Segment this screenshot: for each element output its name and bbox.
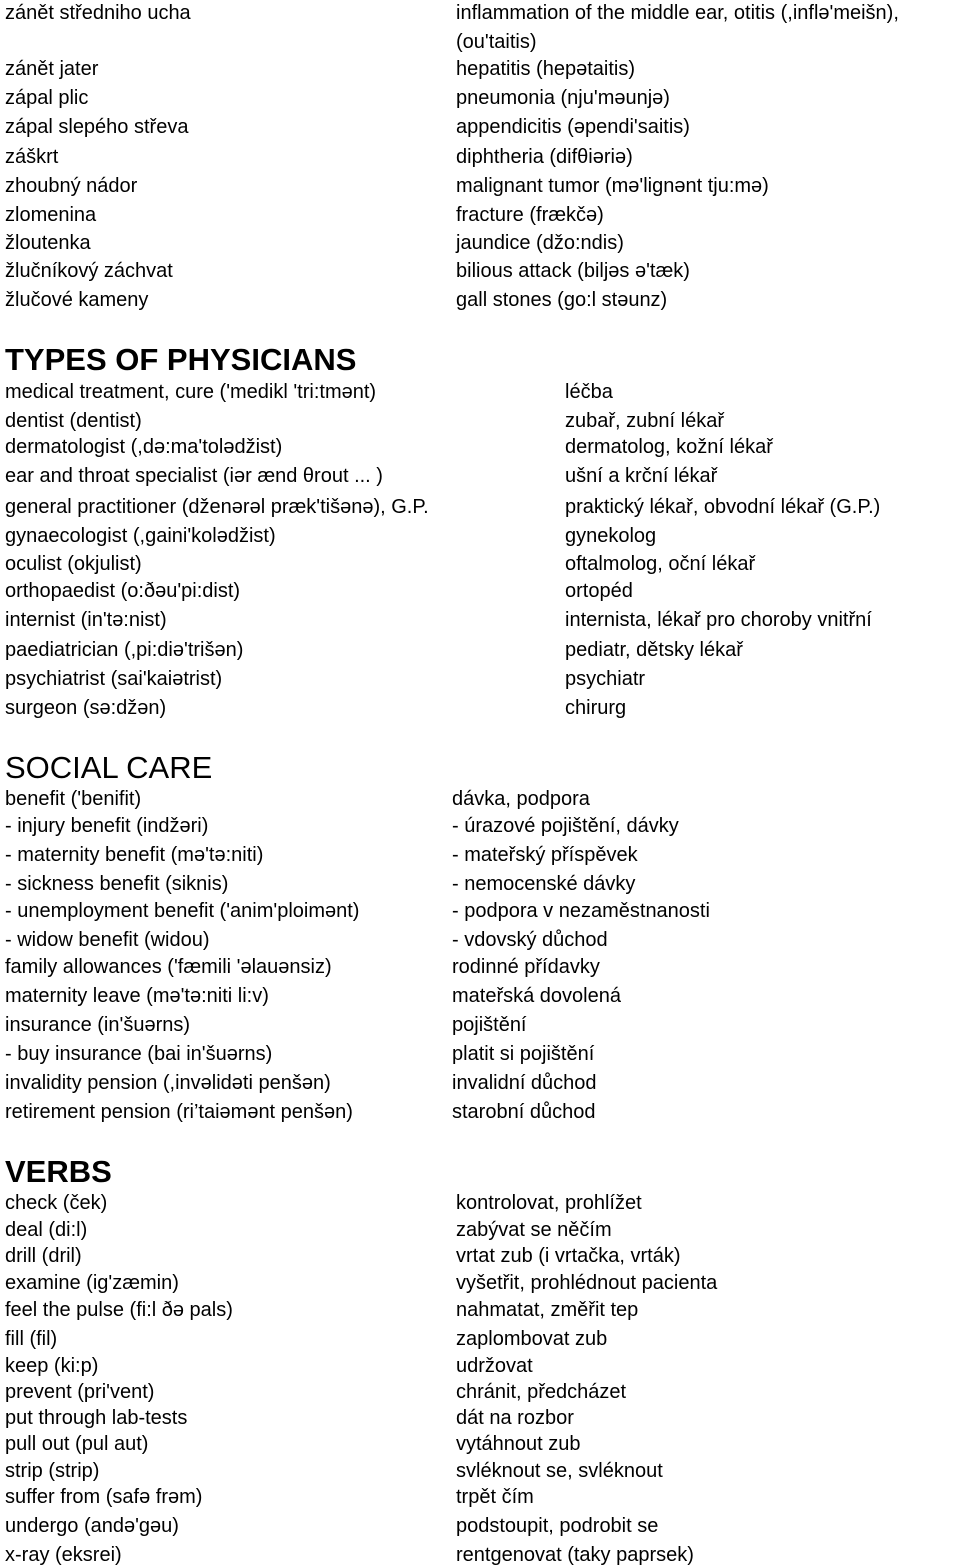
diseases-term-right: malignant tumor (mə'lignənt tju:mə) bbox=[456, 175, 769, 197]
physicians-term-right: psychiatr bbox=[565, 668, 646, 690]
social-term-left: benefit ('benifit) bbox=[5, 788, 142, 810]
social-term-left: - widow benefit (widou) bbox=[5, 929, 210, 951]
diseases-term-right: (ou'taitis) bbox=[456, 31, 537, 53]
physicians-term-right: gynekolog bbox=[565, 525, 657, 547]
physicians-term-left: psychiatrist (sai'kaiətrist) bbox=[5, 668, 223, 690]
physicians-term-right: dermatolog, kožní lékař bbox=[565, 436, 773, 458]
diseases-term-right: diphtheria (difθiəriə) bbox=[456, 146, 633, 168]
social-term-left: retirement pension (ri’taiəmənt penšən) bbox=[5, 1101, 353, 1123]
social-term-left: - unemployment benefit ('anim'ploimənt) bbox=[5, 900, 360, 922]
verbs-term-right: dát na rozbor bbox=[456, 1407, 574, 1429]
verbs-term-left: strip (strip) bbox=[5, 1460, 100, 1482]
verbs-term-right: udržovat bbox=[456, 1355, 533, 1377]
verbs-term-left: undergo (andə'gəu) bbox=[5, 1515, 179, 1537]
verbs-term-right: vytáhnout zub bbox=[456, 1433, 581, 1455]
diseases-term-right: hepatitis (hepətaitis) bbox=[456, 58, 635, 80]
social-term-right: pojištění bbox=[452, 1014, 527, 1036]
physicians-term-right: chirurg bbox=[565, 697, 627, 719]
verbs-term-right: kontrolovat, prohlížet bbox=[456, 1192, 642, 1214]
verbs-term-left: drill (dril) bbox=[5, 1245, 82, 1267]
verbs-term-right: chránit, předcházet bbox=[456, 1381, 627, 1403]
diseases-term-left: zhoubný nádor bbox=[5, 175, 138, 197]
social-term-right: - vdovský důchod bbox=[452, 929, 608, 951]
physicians-term-right: ortopéd bbox=[565, 580, 633, 602]
physicians-term-left: internist (in'tə:nist) bbox=[5, 609, 167, 631]
diseases-term-right: pneumonia (nju'məunjə) bbox=[456, 87, 670, 109]
verbs-term-right: vrtat zub (i vrtačka, vrták) bbox=[456, 1245, 681, 1267]
verbs-term-right: trpět čím bbox=[456, 1486, 534, 1508]
diseases-term-right: fracture (frækčə) bbox=[456, 204, 604, 226]
diseases-term-left: zápal plic bbox=[5, 87, 89, 109]
social-heading: SOCIAL CARE bbox=[5, 750, 213, 785]
verbs-term-right: zaplombovat zub bbox=[456, 1328, 608, 1350]
diseases-term-left: zánět jater bbox=[5, 58, 99, 80]
physicians-term-left: dermatologist (,də:ma'tolədžist) bbox=[5, 436, 283, 458]
physicians-term-left: orthopaedist (o:ðəu'pi:dist) bbox=[5, 580, 241, 602]
verbs-term-left: pull out (pul aut) bbox=[5, 1433, 149, 1455]
diseases-term-left: žlučníkový záchvat bbox=[5, 260, 173, 282]
physicians-term-right: zubař, zubní lékař bbox=[565, 410, 724, 432]
social-term-left: - buy insurance (bai in'šuərns) bbox=[5, 1043, 273, 1065]
verbs-term-left: check (ček) bbox=[5, 1192, 108, 1214]
social-term-left: - maternity benefit (mə'tə:niti) bbox=[5, 844, 264, 866]
social-term-right: - nemocenské dávky bbox=[452, 873, 636, 895]
diseases-term-left: žloutenka bbox=[5, 232, 91, 254]
verbs-term-right: podstoupit, podrobit se bbox=[456, 1515, 659, 1537]
social-term-right: mateřská dovolená bbox=[452, 985, 621, 1007]
physicians-term-left: surgeon (sə:džən) bbox=[5, 697, 167, 719]
verbs-term-left: deal (di:l) bbox=[5, 1219, 88, 1241]
social-term-left: insurance (in'šuərns) bbox=[5, 1014, 191, 1036]
verbs-term-left: x-ray (eksrei) bbox=[5, 1544, 122, 1566]
social-term-right: - podpora v nezaměstnanosti bbox=[452, 900, 710, 922]
social-term-right: - mateřský příspěvek bbox=[452, 844, 638, 866]
diseases-term-right: gall stones (go:l stəunz) bbox=[456, 289, 668, 311]
verbs-term-left: examine (ig'zæmin) bbox=[5, 1272, 179, 1294]
physicians-term-left: gynaecologist (,gaini'kolədžist) bbox=[5, 525, 276, 547]
social-term-left: maternity leave (mə'tə:niti li:v) bbox=[5, 985, 269, 1007]
physicians-term-right: ušní a krční lékař bbox=[565, 465, 718, 487]
verbs-term-right: vyšetřit, prohlédnout pacienta bbox=[456, 1272, 718, 1294]
verbs-term-right: zabývat se něčím bbox=[456, 1219, 612, 1241]
physicians-term-right: internista, lékař pro choroby vnitřní bbox=[565, 609, 872, 631]
physicians-term-right: praktický lékař, obvodní lékař (G.P.) bbox=[565, 496, 881, 518]
verbs-term-right: nahmatat, změřit tep bbox=[456, 1299, 639, 1321]
social-term-right: invalidní důchod bbox=[452, 1072, 597, 1094]
verbs-term-left: prevent (pri'vent) bbox=[5, 1381, 155, 1403]
diseases-term-left: zápal slepého střeva bbox=[5, 116, 189, 138]
verbs-term-left: keep (ki:p) bbox=[5, 1355, 99, 1377]
physicians-heading: TYPES OF PHYSICIANS bbox=[5, 342, 357, 377]
social-term-right: rodinné přídavky bbox=[452, 956, 600, 978]
diseases-term-right: bilious attack (biljəs ə'tæk) bbox=[456, 260, 690, 282]
verbs-term-left: put through lab-tests bbox=[5, 1407, 188, 1429]
verbs-heading: VERBS bbox=[5, 1154, 112, 1189]
social-term-right: dávka, podpora bbox=[452, 788, 590, 810]
physicians-term-left: ear and throat specialist (iər ænd θrout ... ) bbox=[5, 465, 383, 487]
physicians-term-right: pediatr, dětsky lékař bbox=[565, 639, 743, 661]
verbs-term-left: fill (fil) bbox=[5, 1328, 58, 1350]
diseases-term-left: zánět středniho ucha bbox=[5, 2, 191, 24]
diseases-term-left: zlomenina bbox=[5, 204, 97, 226]
social-term-right: - úrazové pojištění, dávky bbox=[452, 815, 679, 837]
social-term-right: starobní důchod bbox=[452, 1101, 596, 1123]
physicians-term-left: paediatrician (,pi:diə'trišən) bbox=[5, 639, 244, 661]
physicians-term-left: oculist (okjulist) bbox=[5, 553, 142, 575]
social-term-left: - injury benefit (indžəri) bbox=[5, 815, 209, 837]
physicians-term-left: medical treatment, cure ('medikl 'tri:tmənt) bbox=[5, 381, 377, 403]
verbs-term-right: rentgenovat (taky paprsek) bbox=[456, 1544, 694, 1566]
physicians-term-right: léčba bbox=[565, 381, 613, 403]
diseases-term-left: záškrt bbox=[5, 146, 59, 168]
social-term-right: platit si pojištění bbox=[452, 1043, 595, 1065]
diseases-term-right: appendicitis (əpendi'saitis) bbox=[456, 116, 690, 138]
diseases-term-left: žlučové kameny bbox=[5, 289, 149, 311]
physicians-term-left: dentist (dentist) bbox=[5, 410, 142, 432]
diseases-term-right: inflammation of the middle ear, otitis (,inflə'meišn), bbox=[456, 2, 899, 24]
physicians-term-right: oftalmolog, oční lékař bbox=[565, 553, 756, 575]
social-term-left: invalidity pension (,invəlidəti penšən) bbox=[5, 1072, 331, 1094]
verbs-term-right: svléknout se, svléknout bbox=[456, 1460, 663, 1482]
verbs-term-left: suffer from (safə frəm) bbox=[5, 1486, 203, 1508]
diseases-term-right: jaundice (džo:ndis) bbox=[456, 232, 624, 254]
verbs-term-left: feel the pulse (fi:l ðə pals) bbox=[5, 1299, 233, 1321]
physicians-term-left: general practitioner (dženərəl præk'tišənə), G.P. bbox=[5, 496, 429, 518]
social-term-left: family allowances ('fæmili 'əlauənsiz) bbox=[5, 956, 332, 978]
social-term-left: - sickness benefit (siknis) bbox=[5, 873, 229, 895]
